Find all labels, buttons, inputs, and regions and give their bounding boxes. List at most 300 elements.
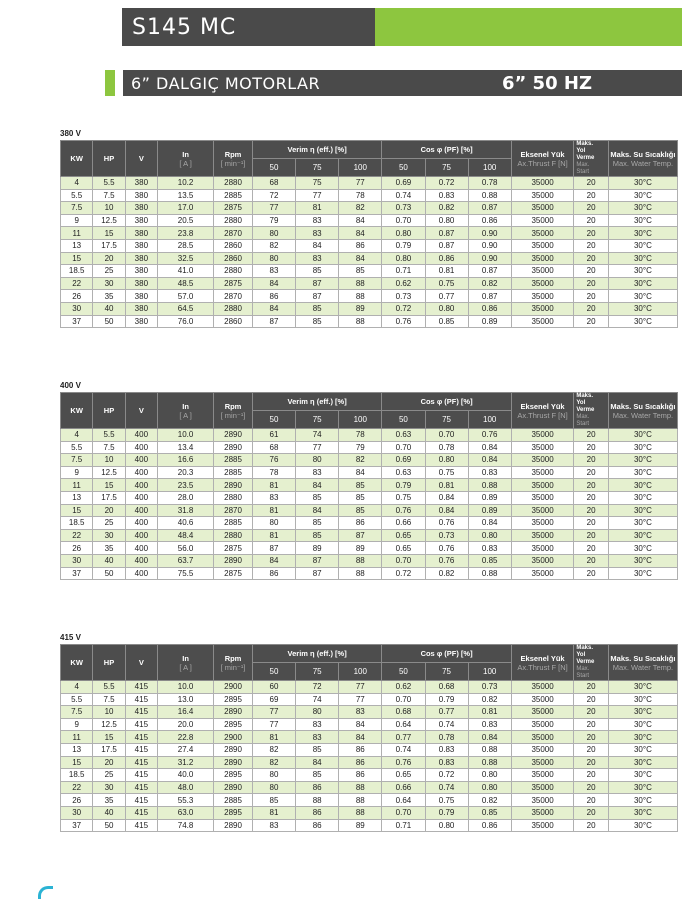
col-eff-75: 75	[296, 159, 339, 177]
table-cell: 0.85	[468, 554, 511, 567]
col-thrust-bottom: Ax.Thrust F [N]	[517, 662, 568, 672]
table-cell: 83	[252, 491, 295, 504]
table-cell: 7.5	[93, 189, 125, 202]
table-cell: 2875	[214, 277, 253, 290]
table-cell: 85	[339, 504, 382, 517]
col-thrust	[511, 141, 574, 177]
col-max-starts	[574, 393, 609, 429]
table-cell: 20	[574, 454, 609, 467]
col-efficiency: Verim η (eff.) [%]	[252, 393, 381, 411]
table-cell: 80	[252, 252, 295, 265]
table-cell: 20	[574, 466, 609, 479]
table-cell: 88	[339, 277, 382, 290]
table-cell: 35000	[511, 491, 574, 504]
table-row	[61, 177, 678, 190]
table-cell: 0.80	[468, 781, 511, 794]
table-cell: 15	[93, 479, 125, 492]
table-cell: 30°C	[608, 517, 677, 530]
table-cell: 30°C	[608, 479, 677, 492]
table-cell: 81	[296, 202, 339, 215]
table-row	[61, 567, 678, 580]
col-v: V	[125, 393, 157, 429]
table-cell: 2890	[214, 743, 253, 756]
table-cell: 86	[339, 756, 382, 769]
table-cell: 5.5	[93, 681, 125, 694]
table-row	[61, 731, 678, 744]
table-cell: 17.5	[93, 239, 125, 252]
table-cell: 17.5	[93, 743, 125, 756]
table-cell: 2885	[214, 517, 253, 530]
table-cell: 0.84	[468, 731, 511, 744]
table-cell: 78	[339, 429, 382, 442]
starts-l3: Verme	[576, 407, 595, 413]
col-pf-100: 100	[468, 159, 511, 177]
table-cell: 75	[296, 177, 339, 190]
starts-l3: Verme	[576, 659, 595, 665]
table-cell: 380	[125, 315, 157, 328]
table-cell: 0.81	[468, 706, 511, 719]
table-cell: 12.5	[93, 214, 125, 227]
table-cell: 10	[93, 706, 125, 719]
table-cell: 2890	[214, 706, 253, 719]
table-cell: 85	[296, 315, 339, 328]
table-cell: 85	[296, 529, 339, 542]
table-cell: 85	[296, 265, 339, 278]
table-cell: 35000	[511, 819, 574, 832]
table-cell: 2860	[214, 252, 253, 265]
col-thrust-bottom: Ax.Thrust F [N]	[517, 410, 568, 420]
table-cell: 415	[125, 794, 157, 807]
table-cell: 400	[125, 479, 157, 492]
table-cell: 85	[339, 265, 382, 278]
col-thrust-top: Eksenel Yük	[520, 401, 565, 411]
table-cell: 380	[125, 189, 157, 202]
table-cell: 74.8	[158, 819, 214, 832]
table-cell: 380	[125, 252, 157, 265]
table-cell: 20	[574, 214, 609, 227]
table-cell: 0.79	[425, 693, 468, 706]
table-cell: 30	[61, 806, 93, 819]
table-row	[61, 252, 678, 265]
table-cell: 87	[296, 290, 339, 303]
table-cell: 0.84	[468, 441, 511, 454]
model-title: S145 MC	[132, 14, 237, 40]
table-cell: 30°C	[608, 491, 677, 504]
table-cell: 35	[93, 794, 125, 807]
table-cell: 7.5	[61, 706, 93, 719]
table-cell: 35000	[511, 227, 574, 240]
table-cell: 89	[339, 302, 382, 315]
table-cell: 20	[574, 718, 609, 731]
table-body	[61, 429, 678, 580]
col-rpm	[214, 141, 253, 177]
table-cell: 20	[574, 504, 609, 517]
table-cell: 5.5	[61, 189, 93, 202]
table-cell: 35000	[511, 567, 574, 580]
table-cell: 30°C	[608, 302, 677, 315]
table-cell: 0.76	[425, 542, 468, 555]
table-cell: 35000	[511, 781, 574, 794]
table-cell: 83	[296, 252, 339, 265]
table-cell: 30°C	[608, 681, 677, 694]
table-cell: 85	[296, 302, 339, 315]
table-cell: 26	[61, 794, 93, 807]
table-cell: 2890	[214, 554, 253, 567]
table-cell: 0.88	[468, 567, 511, 580]
table-cell: 35000	[511, 277, 574, 290]
table-cell: 72	[296, 681, 339, 694]
table-cell: 2880	[214, 491, 253, 504]
col-thrust-top: Eksenel Yük	[520, 653, 565, 663]
table-cell: 10	[93, 202, 125, 215]
table-cell: 7.5	[61, 454, 93, 467]
table-row	[61, 302, 678, 315]
table-cell: 84	[339, 731, 382, 744]
col-in-top: In	[182, 653, 189, 663]
table-cell: 415	[125, 806, 157, 819]
table-cell: 2880	[214, 177, 253, 190]
table-cell: 20	[574, 227, 609, 240]
col-hp: HP	[93, 393, 125, 429]
table-cell: 0.88	[468, 743, 511, 756]
table-cell: 77	[252, 718, 295, 731]
table-cell: 380	[125, 290, 157, 303]
table-cell: 2870	[214, 504, 253, 517]
table-cell: 0.78	[468, 177, 511, 190]
table-cell: 30°C	[608, 315, 677, 328]
table-cell: 2895	[214, 693, 253, 706]
table-cell: 60	[252, 681, 295, 694]
table-cell: 25	[93, 517, 125, 530]
table-cell: 400	[125, 491, 157, 504]
table-cell: 40.0	[158, 769, 214, 782]
table-cell: 20	[574, 769, 609, 782]
table-row	[61, 504, 678, 517]
table-cell: 415	[125, 731, 157, 744]
table-cell: 16.4	[158, 706, 214, 719]
table-cell: 0.90	[468, 252, 511, 265]
table-cell: 20	[93, 504, 125, 517]
table-cell: 35000	[511, 718, 574, 731]
table-cell: 87	[252, 315, 295, 328]
table-cell: 0.73	[468, 681, 511, 694]
table-cell: 0.74	[382, 189, 425, 202]
model-title-box	[122, 8, 375, 46]
table-cell: 84	[296, 756, 339, 769]
col-in	[158, 393, 214, 429]
col-eff-100: 100	[339, 663, 382, 681]
table-cell: 86	[252, 567, 295, 580]
col-water-bottom: Max. Water Temp.	[612, 158, 674, 168]
table-cell: 20	[574, 491, 609, 504]
table-cell: 88	[339, 794, 382, 807]
col-water-temp	[608, 393, 677, 429]
col-rpm-bottom: [ min⁻¹]	[220, 410, 246, 420]
table-cell: 0.65	[382, 542, 425, 555]
table-cell: 35000	[511, 756, 574, 769]
table-cell: 400	[125, 454, 157, 467]
table-cell: 0.72	[382, 567, 425, 580]
table-cell: 20	[574, 189, 609, 202]
col-pf-100: 100	[468, 411, 511, 429]
table-cell: 77	[339, 693, 382, 706]
table-cell: 2875	[214, 567, 253, 580]
table-cell: 30°C	[608, 794, 677, 807]
table-cell: 0.76	[425, 554, 468, 567]
table-cell: 30°C	[608, 567, 677, 580]
table-row	[61, 781, 678, 794]
subtitle-text: 6” DALGIÇ MOTORLAR	[131, 73, 321, 93]
col-pf-50: 50	[382, 663, 425, 681]
table-cell: 88	[339, 315, 382, 328]
table-cell: 0.75	[425, 277, 468, 290]
table-cell: 88	[339, 554, 382, 567]
table-cell: 0.84	[468, 454, 511, 467]
table-cell: 85	[339, 479, 382, 492]
table-cell: 48.4	[158, 529, 214, 542]
table-cell: 86	[296, 819, 339, 832]
table-cell: 15	[61, 252, 93, 265]
table-cell: 80	[252, 781, 295, 794]
col-rpm	[214, 645, 253, 681]
table-cell: 0.74	[425, 781, 468, 794]
table-cell: 85	[296, 491, 339, 504]
col-pf-50: 50	[382, 159, 425, 177]
table-cell: 89	[339, 819, 382, 832]
table-cell: 30°C	[608, 819, 677, 832]
table-cell: 0.81	[425, 479, 468, 492]
brand-mark-icon	[38, 886, 53, 899]
col-efficiency: Verim η (eff.) [%]	[252, 141, 381, 159]
table-cell: 41.0	[158, 265, 214, 278]
table-cell: 32.5	[158, 252, 214, 265]
table-cell: 415	[125, 743, 157, 756]
table-row	[61, 718, 678, 731]
table-cell: 20	[574, 781, 609, 794]
table-cell: 0.80	[425, 302, 468, 315]
table-row	[61, 554, 678, 567]
table-cell: 20	[574, 202, 609, 215]
table-cell: 0.82	[468, 693, 511, 706]
col-v: V	[125, 645, 157, 681]
col-eff-75: 75	[296, 663, 339, 681]
table-cell: 35000	[511, 466, 574, 479]
table-cell: 83	[296, 227, 339, 240]
table-row	[61, 517, 678, 530]
table-cell: 85	[252, 794, 295, 807]
table-cell: 20	[574, 743, 609, 756]
table-row	[61, 441, 678, 454]
table-cell: 30°C	[608, 529, 677, 542]
table-cell: 0.80	[425, 214, 468, 227]
table-cell: 85	[296, 769, 339, 782]
table-cell: 80	[296, 454, 339, 467]
table-cell: 30°C	[608, 277, 677, 290]
table-cell: 415	[125, 819, 157, 832]
table-cell: 20	[574, 806, 609, 819]
table-cell: 35000	[511, 554, 574, 567]
table-cell: 82	[252, 239, 295, 252]
col-eff-50: 50	[252, 411, 295, 429]
table-cell: 0.88	[468, 189, 511, 202]
table-cell: 20	[574, 252, 609, 265]
table-cell: 13.4	[158, 441, 214, 454]
col-pf-75: 75	[425, 411, 468, 429]
table-cell: 50	[93, 819, 125, 832]
table-cell: 86	[296, 781, 339, 794]
table-cell: 0.85	[468, 806, 511, 819]
table-row	[61, 239, 678, 252]
table-cell: 30°C	[608, 177, 677, 190]
table-cell: 35000	[511, 542, 574, 555]
table-cell: 0.73	[382, 202, 425, 215]
table-cell: 0.75	[425, 466, 468, 479]
col-eff-75: 75	[296, 411, 339, 429]
table-row	[61, 756, 678, 769]
table-cell: 10.2	[158, 177, 214, 190]
table-cell: 30°C	[608, 781, 677, 794]
table-cell: 35000	[511, 706, 574, 719]
table-cell: 0.82	[468, 277, 511, 290]
table-cell: 0.86	[468, 302, 511, 315]
table-cell: 63.0	[158, 806, 214, 819]
table-cell: 50	[93, 567, 125, 580]
table-cell: 0.68	[382, 706, 425, 719]
table-cell: 85	[296, 517, 339, 530]
table-cell: 83	[296, 731, 339, 744]
table-cell: 0.79	[382, 479, 425, 492]
col-eff-50: 50	[252, 663, 295, 681]
table-cell: 40	[93, 806, 125, 819]
table-cell: 2885	[214, 794, 253, 807]
table-cell: 37	[61, 315, 93, 328]
table-cell: 20	[574, 239, 609, 252]
table-cell: 76.0	[158, 315, 214, 328]
table-cell: 18.5	[61, 517, 93, 530]
table-cell: 0.70	[382, 554, 425, 567]
table-cell: 0.86	[425, 252, 468, 265]
table-cell: 83	[296, 718, 339, 731]
table-cell: 87	[339, 529, 382, 542]
table-row	[61, 693, 678, 706]
starts-l5: Start	[576, 673, 590, 679]
table-row	[61, 769, 678, 782]
subtitle-box	[123, 70, 682, 96]
table-cell: 77	[252, 202, 295, 215]
table-cell: 0.75	[382, 491, 425, 504]
table-cell: 13	[61, 743, 93, 756]
table-row	[61, 277, 678, 290]
table-cell: 57.0	[158, 290, 214, 303]
table-cell: 15	[61, 504, 93, 517]
col-water-temp	[608, 141, 677, 177]
table-row	[61, 706, 678, 719]
table-cell: 89	[339, 542, 382, 555]
table-cell: 0.80	[468, 529, 511, 542]
table-cell: 20	[574, 542, 609, 555]
table-cell: 35000	[511, 454, 574, 467]
table-cell: 0.70	[382, 214, 425, 227]
col-hp: HP	[93, 141, 125, 177]
table-cell: 35000	[511, 517, 574, 530]
table-cell: 35000	[511, 504, 574, 517]
table-cell: 35000	[511, 315, 574, 328]
table-cell: 0.87	[468, 202, 511, 215]
table-cell: 7.5	[93, 693, 125, 706]
table-cell: 55.3	[158, 794, 214, 807]
table-cell: 11	[61, 479, 93, 492]
table-cell: 0.69	[382, 454, 425, 467]
table-cell: 78	[339, 189, 382, 202]
table-cell: 18.5	[61, 769, 93, 782]
table-cell: 26	[61, 542, 93, 555]
col-rpm-top: Rpm	[224, 149, 242, 159]
table-cell: 0.87	[468, 265, 511, 278]
table-cell: 2900	[214, 731, 253, 744]
table-cell: 2895	[214, 718, 253, 731]
table-cell: 0.73	[425, 529, 468, 542]
table-cell: 78	[252, 466, 295, 479]
table-cell: 0.74	[382, 743, 425, 756]
starts-l1: Maks.	[576, 645, 594, 651]
table-body	[61, 681, 678, 832]
table-cell: 28.0	[158, 491, 214, 504]
table-cell: 5.5	[61, 693, 93, 706]
table-cell: 415	[125, 693, 157, 706]
table-cell: 48.0	[158, 781, 214, 794]
starts-l2: Yol	[576, 148, 586, 154]
table-cell: 30°C	[608, 441, 677, 454]
table-cell: 84	[339, 227, 382, 240]
table-cell: 84	[339, 466, 382, 479]
table-section-400	[60, 380, 678, 580]
table-cell: 4	[61, 681, 93, 694]
table-row	[61, 290, 678, 303]
table-cell: 0.75	[425, 794, 468, 807]
table-cell: 35	[93, 290, 125, 303]
table-cell: 64.5	[158, 302, 214, 315]
table-cell: 7.5	[61, 202, 93, 215]
table-cell: 35000	[511, 693, 574, 706]
table-cell: 30°C	[608, 429, 677, 442]
starts-l2: Yol	[576, 400, 586, 406]
table-cell: 2880	[214, 265, 253, 278]
table-cell: 0.70	[425, 429, 468, 442]
table-cell: 2870	[214, 290, 253, 303]
table-cell: 0.71	[382, 819, 425, 832]
title-accent-bar	[375, 8, 682, 46]
table-cell: 0.88	[468, 479, 511, 492]
table-cell: 0.68	[425, 681, 468, 694]
table-cell: 30°C	[608, 239, 677, 252]
table-cell: 0.64	[382, 718, 425, 731]
table-cell: 30°C	[608, 542, 677, 555]
table-cell: 0.81	[425, 265, 468, 278]
table-cell: 0.90	[468, 239, 511, 252]
table-cell: 27.4	[158, 743, 214, 756]
table-cell: 84	[339, 252, 382, 265]
table-cell: 74	[296, 693, 339, 706]
table-cell: 400	[125, 441, 157, 454]
table-cell: 23.8	[158, 227, 214, 240]
spec-table	[60, 392, 678, 580]
table-cell: 25	[93, 769, 125, 782]
table-cell: 11	[61, 227, 93, 240]
table-cell: 4	[61, 177, 93, 190]
table-cell: 380	[125, 214, 157, 227]
table-cell: 35000	[511, 731, 574, 744]
table-cell: 0.83	[425, 743, 468, 756]
